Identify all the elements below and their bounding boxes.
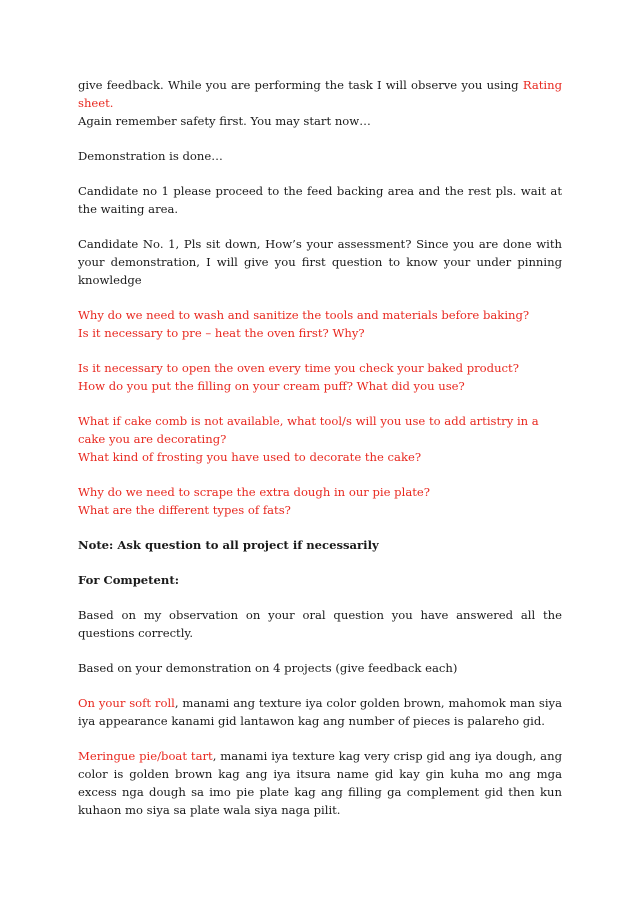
note-heading: Note: Ask question to all project if necessarily [78, 538, 379, 552]
intro-line1: give feedback. While you are performing the task I will observe you using [78, 78, 523, 92]
meringue-paragraph [78, 747, 562, 819]
oral-observation-paragraph: Based on my observation on your oral question you have answered all the questions correctly. [78, 608, 562, 640]
soft-roll-paragraph [78, 694, 562, 730]
question-item: How do you put the filling on your cream puff? What did you use? [78, 379, 465, 393]
feedback-area-paragraph: Candidate no 1 please proceed to the feed backing area and the rest pls. wait at the waiting area. [78, 184, 562, 216]
intro-line2: Again remember safety first. You may start now… [78, 114, 371, 128]
question-item: What if cake comb is not available, what tool/s will you use to add artistry in a cake you are decorating? [78, 414, 539, 446]
question-item: Why do we need to wash and sanitize the tools and materials before baking? [78, 308, 530, 322]
demonstration-projects-paragraph: Based on your demonstration on 4 projects (give feedback each) [78, 661, 458, 675]
rating-sheet-text: Rating sheet. [78, 78, 562, 110]
question-item: Is it necessary to open the oven every time you check your baked product? [78, 361, 519, 375]
question-group-3 [78, 412, 562, 466]
question-item: Is it necessary to pre – heat the oven first? Why? [78, 326, 365, 340]
question-item: Why do we need to scrape the extra dough in our pie plate? [78, 485, 430, 499]
meringue-text: , manami iya texture kag very crisp gid ang iya dough, ang color is golden brown kag ang iya itsura name gid kay gin kuha mo ang mga excess nga dough sa imo pie plate kag ang filling ga complement gid then kun kuhaon mo siya sa plate wala siya naga pilit. [78, 749, 562, 817]
intro-paragraph [78, 76, 562, 130]
document-body [78, 76, 562, 836]
question-group-1 [78, 306, 562, 342]
question-item: What kind of frosting you have used to decorate the cake? [78, 450, 422, 464]
soft-roll-text: , manami ang texture iya color golden brown, mahomok man siya iya appearance kanami gid lantawon kag ang number of pieces is palareho gid. [78, 696, 562, 728]
soft-roll-label: On your soft roll [78, 696, 175, 710]
question-group-2 [78, 359, 562, 395]
question-group-4 [78, 483, 562, 519]
demo-done-paragraph: Demonstration is done… [78, 149, 223, 163]
sit-down-paragraph: Candidate No. 1, Pls sit down, How’s your assessment? Since you are done with your demonstration, I will give you first question to know your under pinning knowledge [78, 237, 562, 287]
for-competent-heading: For Competent: [78, 573, 179, 587]
question-item: What are the different types of fats? [78, 503, 291, 517]
meringue-label: Meringue pie/boat tart [78, 749, 213, 763]
